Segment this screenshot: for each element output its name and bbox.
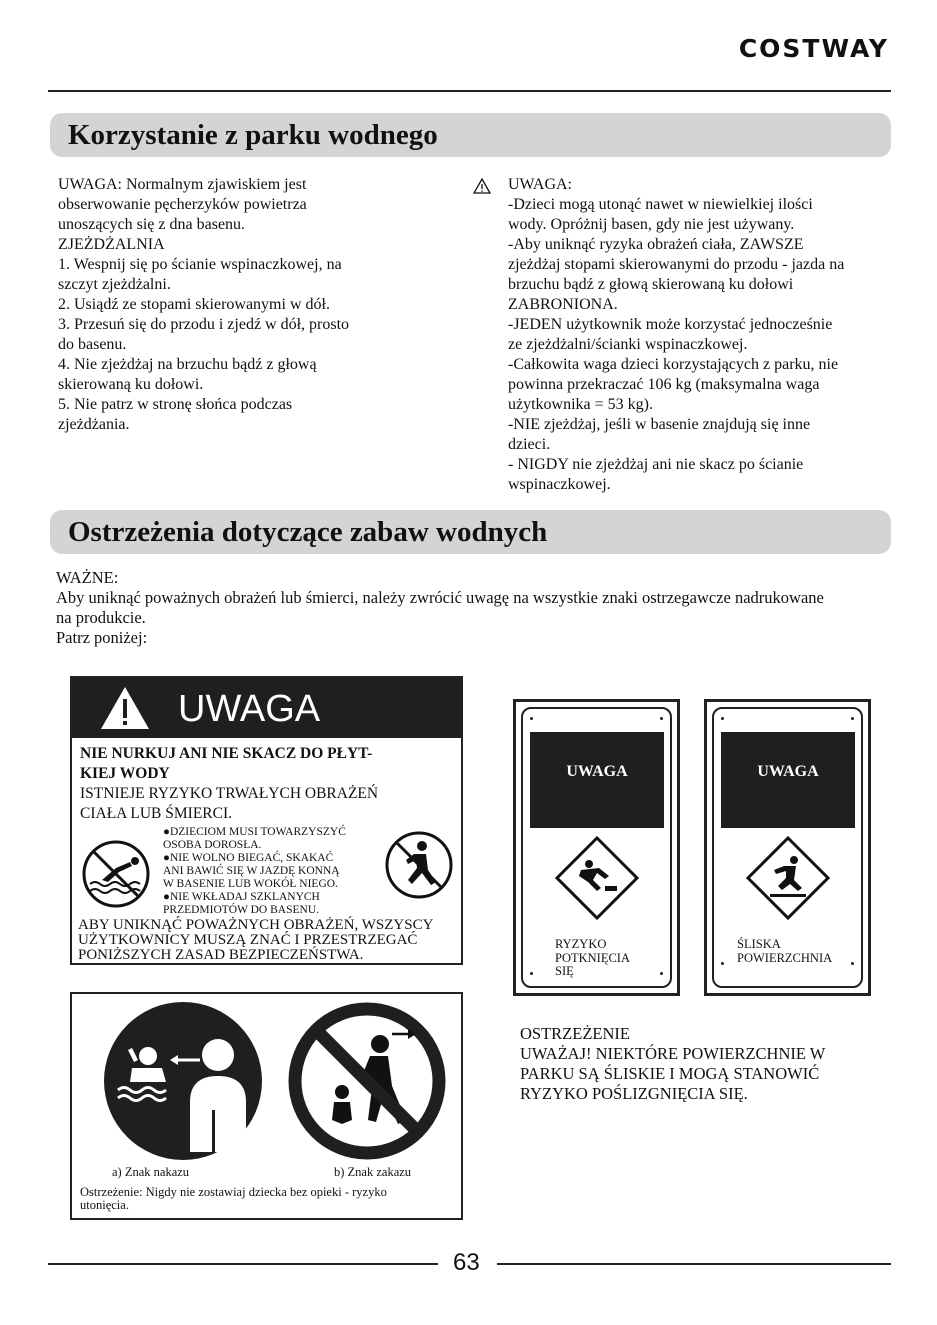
footer-rule-left	[48, 1263, 438, 1265]
brand-logo: COSTWAY	[738, 34, 889, 63]
text-line: Aby uniknąć poważnych obrażeń lub śmierci, należy zwrócić uwagę na wszystkie znaki ostrzegawcze nadrukowane	[56, 588, 824, 607]
text-line: -Aby uniknąć ryzyka obrażeń ciała, ZAWSZE	[508, 236, 804, 253]
diving-warning-sign	[70, 676, 463, 965]
usage-right-column	[508, 175, 898, 495]
text-line: 3. Przesuń się do przodu i zjedź w dół, prosto	[58, 316, 350, 333]
no-running-icon	[384, 830, 454, 900]
text-line: -NIE zjeżdżaj, jeśli w basenie znajdują się inne	[508, 416, 811, 433]
page-number: 63	[453, 1249, 480, 1276]
drowning-note-line: utonięcia.	[80, 1198, 129, 1212]
text-line: Patrz poniżej:	[56, 628, 148, 647]
warning-bullet: ●NIE WOLNO BIEGAĆ, SKAKAĆ	[163, 852, 334, 864]
trip-hazard-sign	[513, 699, 680, 996]
no-leaving-child-icon	[288, 1002, 446, 1160]
text-line: RYZYKO POŚLIZGNIĘCIA SIĘ.	[520, 1084, 748, 1103]
slippery-surface-icon	[746, 836, 830, 920]
text-line: OSTRZEŻENIE	[520, 1024, 630, 1043]
drowning-note-line: Ostrzeżenie: Nigdy nie zostawiaj dziecka bez opieki - ryzyko	[80, 1185, 387, 1199]
text-line: skierowaną ku dołowi.	[58, 376, 204, 393]
text-line: 2. Usiądź ze stopami skierowanymi w dół.	[58, 296, 330, 313]
warning-footer-line: PONIŻSZYCH ZASAD BEZPIECZEŃSTWA.	[78, 947, 364, 963]
warning-bullet: ●DZIECIOM MUSI TOWARZYSZYĆ	[163, 826, 346, 838]
text-line: -Dzieci mogą utonąć nawet w niewielkiej ilości	[508, 196, 813, 213]
sign-caption: ŚLISKA POWIERZCHNIA	[737, 937, 833, 965]
section-title: Korzystanie z parku wodnego	[68, 119, 438, 151]
sign-header: UWAGA	[530, 732, 664, 828]
text-line: zjeżdżaj stopami skierowanymi do przodu - jazda na	[508, 256, 845, 273]
text-line: UWAŻAJ! NIEKTÓRE POWIERZCHNIE W	[520, 1044, 826, 1063]
section-header-warnings	[50, 510, 891, 554]
text-line: wody. Opróżnij basen, gdy nie jest używany.	[508, 216, 795, 233]
slippery-warning-text	[520, 1024, 825, 1104]
section-title: Ostrzeżenia dotyczące zabaw wodnych	[68, 516, 548, 548]
text-line: UWAGA: Normalnym zjawiskiem jest	[58, 176, 307, 193]
sign-caption: RYZYKO POTKNIĘCIA SIĘ	[555, 937, 630, 978]
warning-bullet: ●NIE WKŁADAJ SZKLANYCH	[163, 891, 320, 903]
trip-hazard-icon	[555, 836, 639, 920]
warning-sign-title: UWAGA	[178, 688, 321, 730]
warning-bold-line: NIE NURKUJ ANI NIE SKACZ DO PŁYT-	[80, 745, 373, 762]
text-line: powinna przekraczać 106 kg (maksymalna waga	[508, 376, 820, 393]
exclamation-triangle-icon	[98, 684, 152, 732]
text-line: ZJEŻDŻALNIA	[58, 236, 165, 253]
footer-rule-right	[497, 1263, 891, 1265]
text-line: -JEDEN użytkownik może korzystać jednocześnie	[508, 316, 833, 333]
warning-line: ISTNIEJE RYZYKO TRWAŁYCH OBRAŻEŃ	[80, 785, 379, 802]
important-paragraph	[56, 568, 896, 648]
warning-line: CIAŁA LUB ŚMIERCI.	[80, 805, 232, 822]
sign-header: UWAGA	[721, 732, 855, 828]
slippery-surface-sign	[704, 699, 871, 996]
no-diving-icon	[82, 840, 150, 908]
text-line: 5. Nie patrz w stronę słońca podczas	[58, 396, 293, 413]
warning-sign-header	[72, 678, 461, 738]
warning-bullet: PRZEDMIOTÓW DO BASENU.	[163, 904, 319, 916]
text-line: na produkcie.	[56, 608, 146, 627]
text-line: - NIGDY nie zjeżdżaj ani nie skacz po ścianie	[508, 456, 804, 473]
text-line: UWAGA:	[508, 176, 572, 193]
warning-footer-line: UŻYTKOWNICY MUSZĄ ZNAĆ I PRZESTRZEGAĆ	[78, 932, 418, 948]
text-line: ze zjeżdżalni/ścianki wspinaczkowej.	[508, 336, 748, 353]
text-line: szczyt zjeżdżalni.	[58, 276, 171, 293]
text-line: 4. Nie zjeżdżaj na brzuchu bądź z głową	[58, 356, 317, 373]
header-rule	[48, 90, 891, 92]
text-line: ZABRONIONA.	[508, 296, 618, 313]
text-line: do basenu.	[58, 336, 127, 353]
text-line: unoszących się z dna basenu.	[58, 216, 246, 233]
prohibition-sign-label: b) Znak zakazu	[334, 1165, 412, 1179]
supervision-sign-box	[70, 992, 463, 1220]
text-line: dzieci.	[508, 436, 551, 453]
text-line: brzuchu bądź z głową skierowaną ku dołowi	[508, 276, 794, 293]
text-line: zjeżdżania.	[58, 416, 130, 433]
text-line: PARKU SĄ ŚLISKIE I MOGĄ STANOWIĆ	[520, 1064, 820, 1083]
text-line: obserwowanie pęcherzyków powietrza	[58, 196, 307, 213]
warning-bullet: ANI BAWIĆ SIĘ W JAZDĘ KONNĄ	[163, 865, 340, 877]
mandatory-sign-label: a) Znak nakazu	[112, 1165, 190, 1179]
warning-footer-line: ABY UNIKNĄĆ POWAŻNYCH OBRAŻEŃ, WSZYSCY	[78, 917, 434, 933]
text-line: -Całkowita waga dzieci korzystających z parku, nie	[508, 356, 839, 373]
warning-bold-line: KIEJ WODY	[80, 765, 170, 782]
text-line: użytkownika = 53 kg).	[508, 396, 653, 413]
warning-bullet: W BASENIE LUB WOKÓŁ NIEGO.	[163, 878, 338, 890]
text-line: 1. Wespnij się po ścianie wspinaczkowej, na	[58, 256, 342, 273]
warning-triangle-icon	[473, 178, 491, 194]
usage-left-column	[58, 175, 458, 435]
warning-bullet: OSOBA DOROSŁA.	[163, 839, 262, 851]
supervise-child-icon	[104, 1002, 262, 1160]
section-header-usage	[50, 113, 891, 157]
text-line: wspinaczkowej.	[508, 476, 611, 493]
text-line: WAŻNE:	[56, 568, 119, 587]
